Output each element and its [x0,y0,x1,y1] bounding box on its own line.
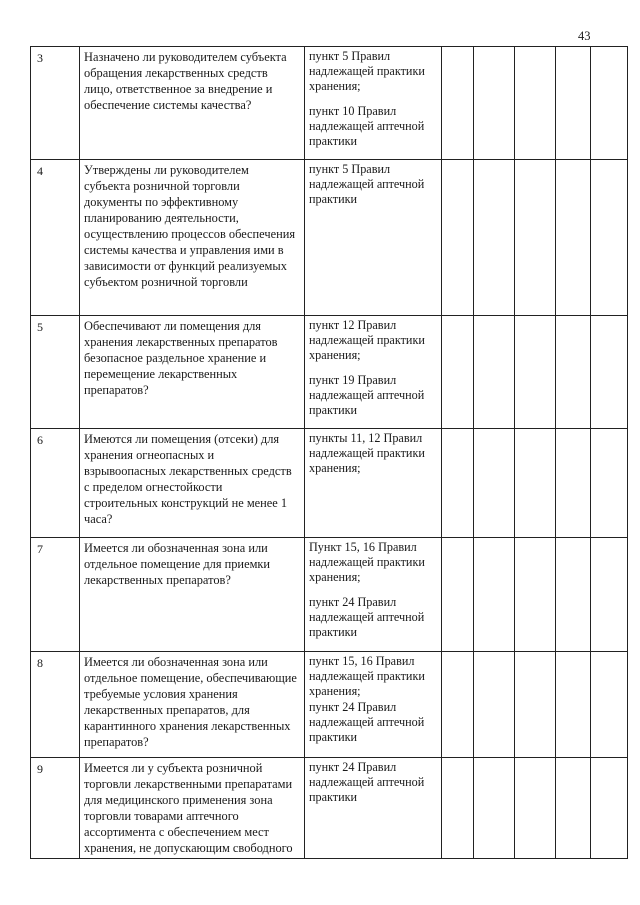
answer-cell [591,47,628,160]
answer-cell [474,160,515,316]
reference-item: пункт 5 Правил надлежащей практики хранения; [309,49,425,94]
answer-cell [591,538,628,652]
requirement-question: Имеется ли обозначенная зона или отдельное помещение для приемки лекарственных препаратов? [80,538,305,652]
answer-cell [474,316,515,429]
table-row [31,429,628,538]
answer-cell [515,758,556,859]
reference-item: пункты 11, 12 Правил надлежащей практики хранения; [309,431,425,476]
row-number: 7 [31,538,80,652]
answer-cell [556,429,591,538]
requirement-question: Утверждены ли руководителем субъекта розничной торговли документы по эффективному планированию деятельности, осуществлению процессов обеспечения системы качества и управления ими в зависимости от функций реализуемых субъектом розничной торговли [80,160,305,316]
answer-cell [442,652,474,758]
requirement-question: Имеются ли помещения (отсеки) для хранения огнеопасных и взрывоопасных лекарственных средств с пределом огнестойкости строительных конструкций не менее 1 часа? [80,429,305,538]
answer-cell [442,758,474,859]
answer-cell [442,160,474,316]
answer-cell [515,47,556,160]
answer-cell [556,758,591,859]
reference-item: пункт 12 Правил надлежащей практики хранения; [309,318,425,363]
answer-cell [515,316,556,429]
answer-cell [474,429,515,538]
answer-cell [474,538,515,652]
requirement-question: Имеется ли обозначенная зона или отдельное помещение, обеспечивающие требуемые условия хранения лекарственных препаратов, для карантинного хранения лекарственных препаратов? [80,652,305,758]
legal-reference [305,652,442,758]
checklist-table [30,46,628,859]
answer-cell [556,538,591,652]
reference-item: пункт 24 Правил надлежащей аптечной практики [309,594,425,640]
row-number: 9 [31,758,80,859]
reference-item: пункт 5 Правил надлежащей аптечной практики [309,162,425,207]
table-row [31,758,628,859]
answer-cell [474,652,515,758]
row-number: 5 [31,316,80,429]
reference-item: пункт 19 Правил надлежащей аптечной практики [309,372,425,418]
answer-cell [591,429,628,538]
row-number: 6 [31,429,80,538]
answer-cell [591,160,628,316]
reference-item: пункт 24 Правил надлежащей аптечной практики [309,760,425,805]
row-number: 4 [31,160,80,316]
answer-cell [515,160,556,316]
answer-cell [591,758,628,859]
answer-cell [515,652,556,758]
legal-reference [305,538,442,652]
legal-reference [305,429,442,538]
row-number: 3 [31,47,80,160]
answer-cell [556,47,591,160]
reference-item: пункт 24 Правил надлежащей аптечной практики [309,699,425,745]
reference-item: пункт 15, 16 Правил надлежащей практики хранения; [309,654,425,699]
answer-cell [556,652,591,758]
reference-item: пункт 10 Правил надлежащей аптечной практики [309,103,425,149]
answer-cell [556,316,591,429]
requirement-question: Обеспечивают ли помещения для хранения лекарственных препаратов безопасное раздельное хранение и перемещение лекарственных препаратов? [80,316,305,429]
reference-item: Пункт 15, 16 Правил надлежащей практики хранения; [309,540,425,585]
answer-cell [515,429,556,538]
table-row [31,652,628,758]
answer-cell [474,758,515,859]
requirement-question: Имеется ли у субъекта розничной торговли лекарственными препаратами для медицинского применения зона торговли товарами аптечного ассортимента с обеспечением мест хранения, не допускающим свободного [80,758,305,859]
legal-reference [305,758,442,859]
page-number: 43 [578,29,591,43]
table-row [31,47,628,160]
table-row [31,160,628,316]
answer-cell [591,316,628,429]
table-row [31,538,628,652]
legal-reference [305,316,442,429]
legal-reference [305,47,442,160]
answer-cell [556,160,591,316]
answer-cell [442,47,474,160]
answer-cell [515,538,556,652]
table-row [31,316,628,429]
answer-cell [591,652,628,758]
legal-reference [305,160,442,316]
answer-cell [442,316,474,429]
requirement-question: Назначено ли руководителем субъекта обращения лекарственных средств лицо, ответственное за внедрение и обеспечение системы качества? [80,47,305,160]
answer-cell [474,47,515,160]
answer-cell [442,429,474,538]
answer-cell [442,538,474,652]
row-number: 8 [31,652,80,758]
